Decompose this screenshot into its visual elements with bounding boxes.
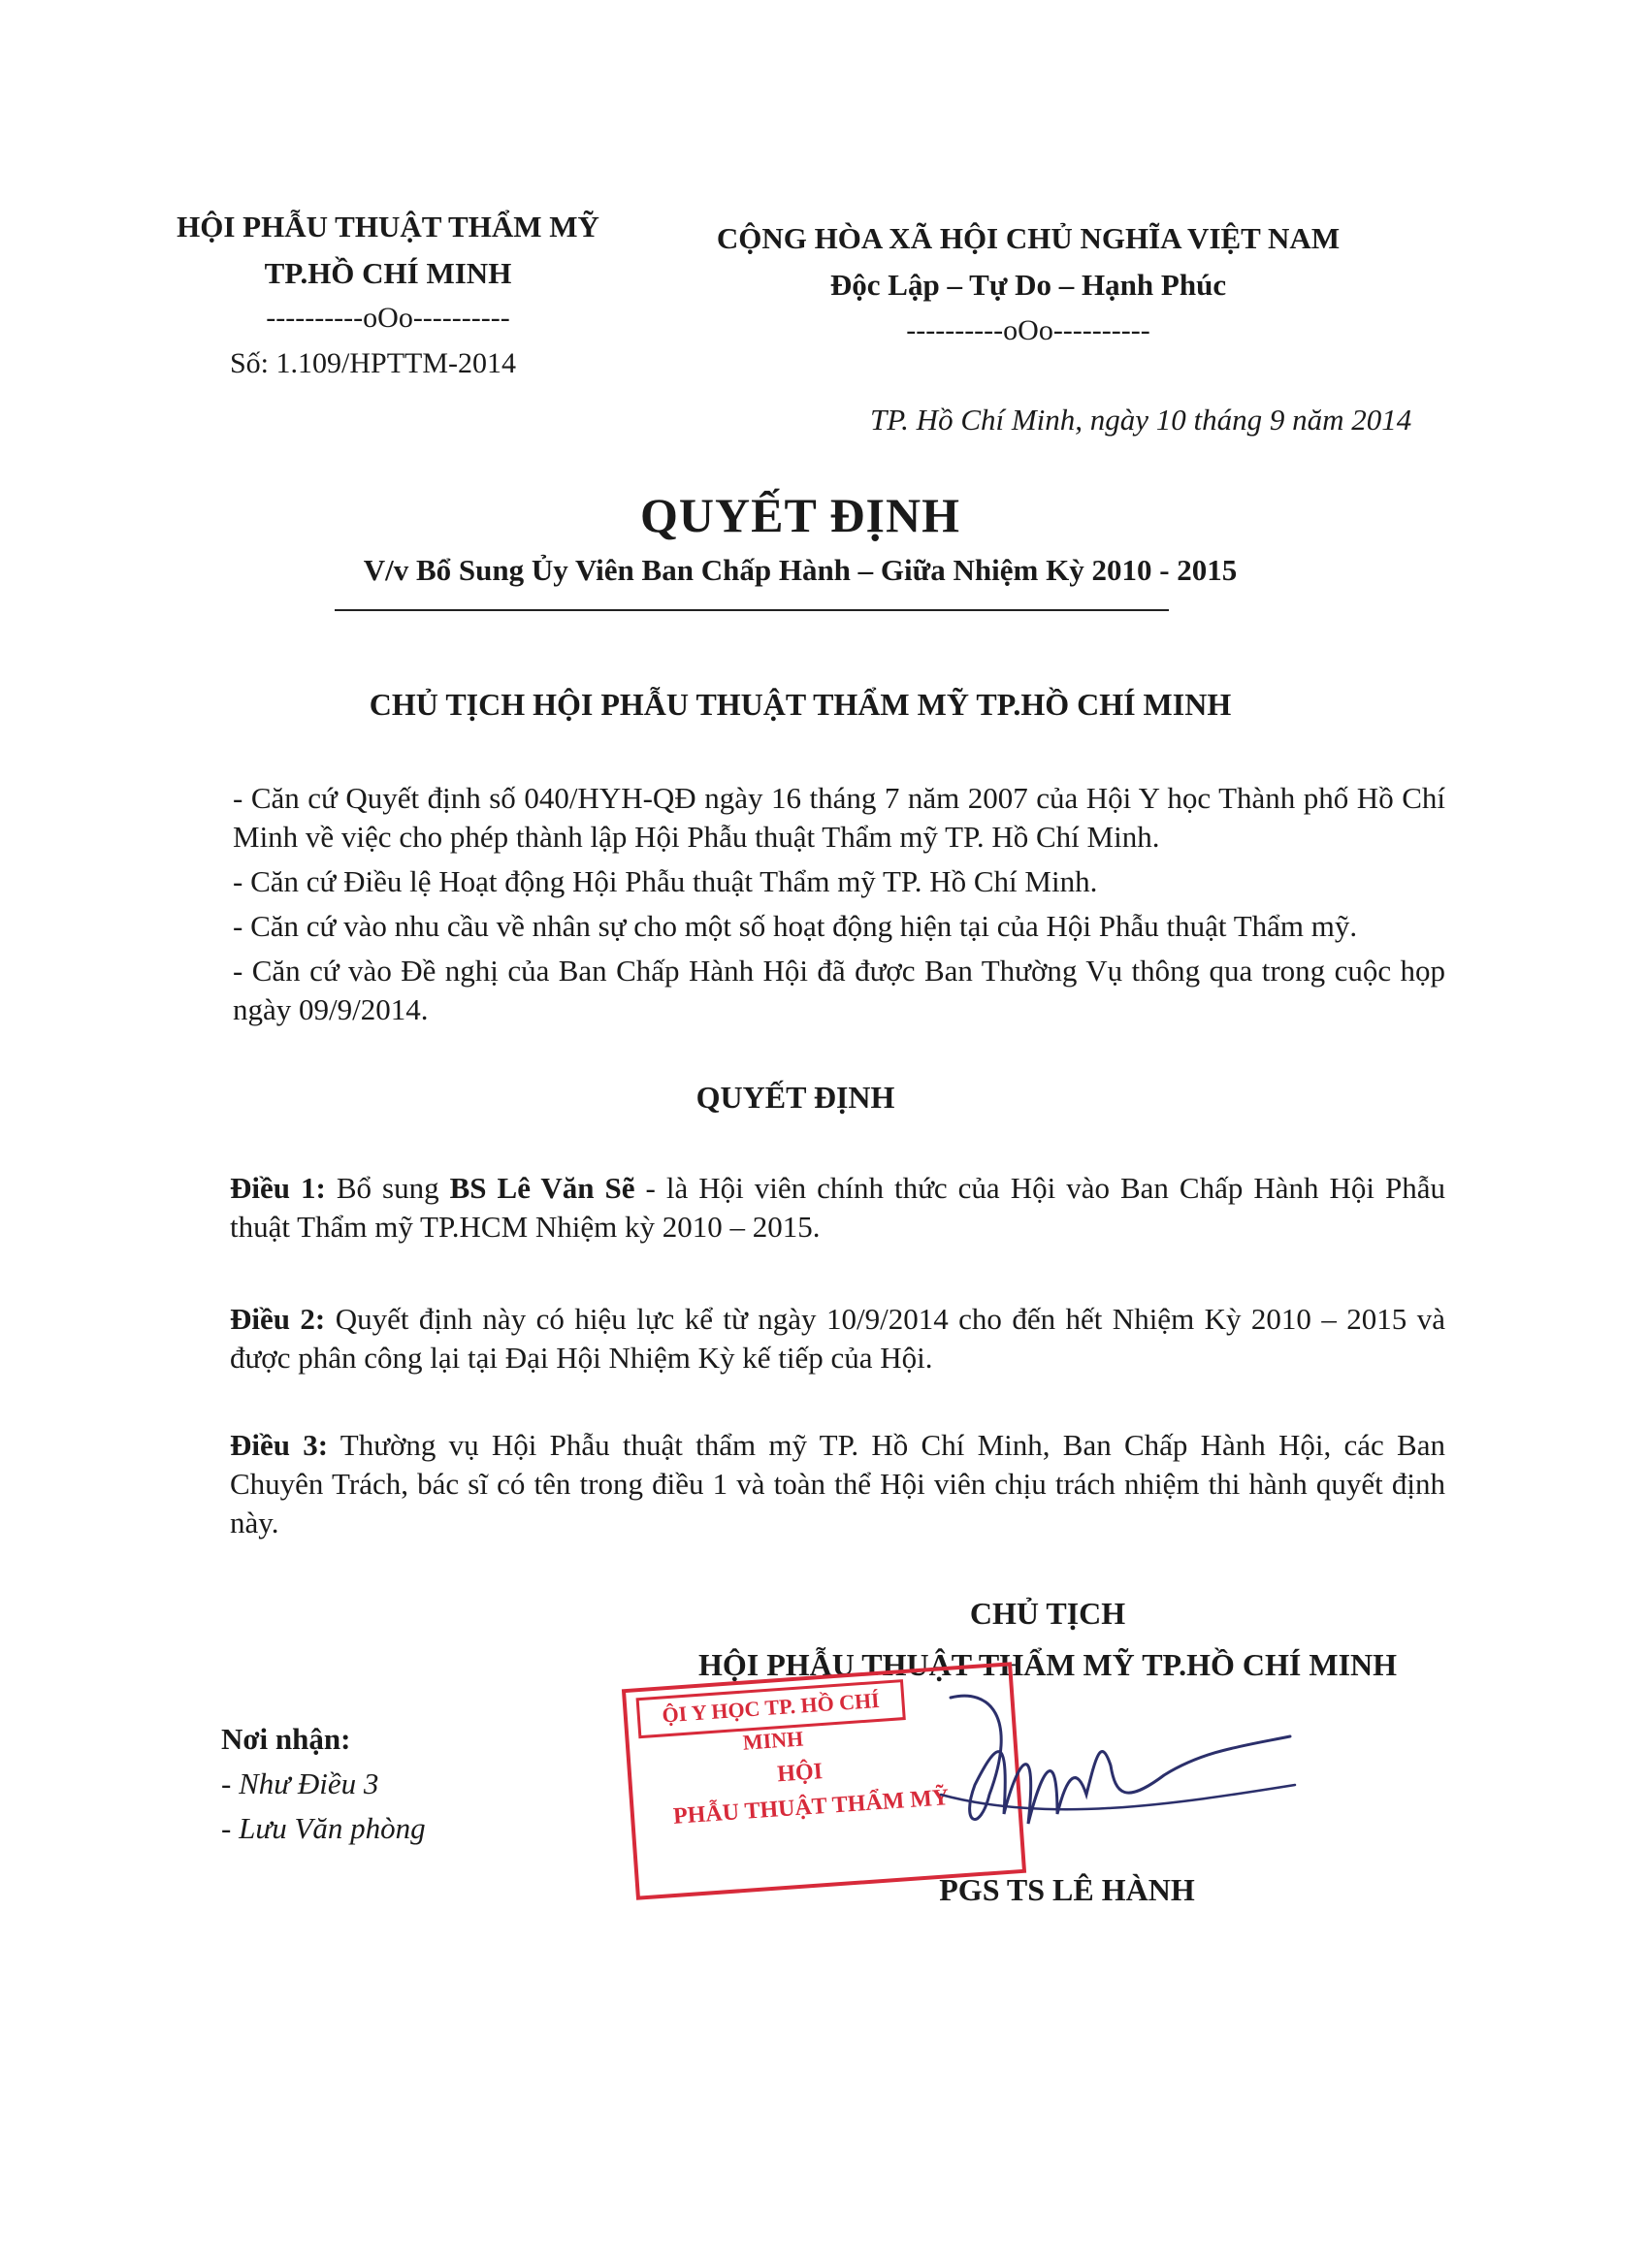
legal-basis <box>233 779 1445 1035</box>
document-number: Số: 1.109/HPTTM-2014 <box>230 347 517 379</box>
basis-item: - Căn cứ vào Đề nghị của Ban Chấp Hành Hội đã được Ban Thường Vụ thông qua trong cuộc họp ngày 09/9/2014. <box>233 954 1445 1026</box>
org-name-line1: HỘI PHẪU THUẬT THẨM MỸ <box>177 210 599 243</box>
stamp-header: ỘI Y HỌC TP. HỒ CHÍ MINH <box>636 1679 906 1738</box>
basis-item: - Căn cứ Quyết định số 040/HYH-QĐ ngày 16 tháng 7 năm 2007 của Hội Y học Thành phố Hồ Chí Minh về việc cho phép thành lập Hội Phẫu thuật Thẩm mỹ TP. Hồ Chí Minh. <box>233 781 1445 854</box>
article-2-label: Điều 2: <box>230 1302 326 1336</box>
handwritten-signature <box>931 1678 1300 1863</box>
basis-item: - Căn cứ Điều lệ Hoạt động Hội Phẫu thuật Thẩm mỹ TP. Hồ Chí Minh. <box>233 864 1098 898</box>
issuer-heading: CHỦ TỊCH HỘI PHẪU THUẬT THẨM MỸ TP.HỒ CHÍ MINH <box>369 687 1232 722</box>
recipients-heading: Nơi nhận: <box>221 1722 351 1756</box>
stamp-line-1: HỘI <box>776 1759 824 1788</box>
signer-organization: HỘI PHẪU THUẬT THẨM MỸ TP.HỒ CHÍ MINH <box>697 1647 1398 1682</box>
org-name-line2: TP.HỒ CHÍ MINH <box>264 256 512 290</box>
recipients <box>221 1717 426 1851</box>
decision-heading: QUYẾT ĐỊNH <box>695 1080 895 1115</box>
document-subject: V/v Bổ Sung Ủy Viên Ban Chấp Hành – Giữa Nhiệm Kỳ 2010 - 2015 <box>363 553 1238 587</box>
title-underline <box>335 609 1169 611</box>
article-3-label: Điều 3: <box>230 1428 329 1462</box>
header-right-divider: ----------oOo---------- <box>906 314 1150 346</box>
national-motto: Độc Lập – Tự Do – Hạnh Phúc <box>829 268 1227 302</box>
recipient-item: - Lưu Văn phòng <box>221 1811 426 1845</box>
article-1-text: - là Hội viên chính thức của Hội vào Ban Chấp Hành Hội Phẫu thuật Thẩm mỹ TP.HCM Nhiệm kỳ 2010 – 2015. <box>230 1171 1445 1244</box>
header-left-divider: ----------oOo---------- <box>266 302 510 334</box>
article-1 <box>230 1169 1445 1247</box>
article-1-pre: Bổ sung <box>325 1171 450 1205</box>
article-2 <box>230 1300 1445 1377</box>
article-1-label: Điều 1: <box>230 1171 326 1205</box>
country-name: CỘNG HÒA XÃ HỘI CHỦ NGHĨA VIỆT NAM <box>716 221 1341 255</box>
stamp-line-2: PHẪU THUẬT THẨM MỸ <box>672 1785 951 1830</box>
signer-role: CHỦ TỊCH <box>969 1596 1126 1631</box>
document-title: QUYẾT ĐỊNH <box>640 488 960 542</box>
article-3-text: Thường vụ Hội Phẫu thuật thẩm mỹ TP. Hồ Chí Minh, Ban Chấp Hành Hội, các Ban Chuyên Trách, bác sĩ có tên trong điều 1 và toàn thể Hội viên chịu trách nhiệm thi hành quyết định này. <box>230 1428 1445 1539</box>
article-3 <box>230 1426 1445 1542</box>
date-place: TP. Hồ Chí Minh, ngày 10 tháng 9 năm 2014 <box>870 403 1412 437</box>
recipient-item: - Như Điều 3 <box>221 1766 379 1800</box>
article-2-text: Quyết định này có hiệu lực kể từ ngày 10/9/2014 cho đến hết Nhiệm Kỳ 2010 – 2015 và được phân công lại tại Đại Hội Nhiệm Kỳ kế tiếp của Hội. <box>230 1302 1445 1375</box>
basis-item: - Căn cứ vào nhu cầu về nhân sự cho một số hoạt động hiện tại của Hội Phẫu thuật Thẩm mỹ. <box>233 909 1358 943</box>
article-1-person: BS Lê Văn Sẽ <box>449 1171 635 1205</box>
header-left <box>146 204 630 297</box>
signer-name: PGS TS LÊ HÀNH <box>939 1872 1195 1907</box>
